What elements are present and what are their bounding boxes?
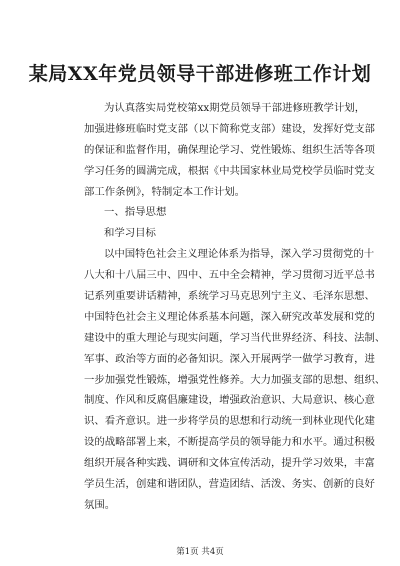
paragraph-line: 识、看齐意识。进一步将学员的思想和行动统一到林业现代化建	[84, 415, 375, 428]
document-body	[84, 98, 386, 516]
paragraph-line: 设的战略部署上来，不断提高学员的领导能力和水平。通过积极	[84, 436, 375, 449]
paragraph-line: 的保证和监督作用，确保理论学习、党性锻炼、组织生活等各项	[84, 143, 375, 156]
paragraph-line: 八大和十八届三中、四中、五中全会精神，学习贯彻习近平总书	[84, 269, 375, 282]
section-heading: 和学习目标	[104, 227, 156, 240]
paragraph-line: 中国特色社会主义理论体系基本问题，深入研究改革发展和党的	[84, 310, 375, 323]
paragraph-line: 为认真落实局党校第xx期党员领导干部进修班教学计划，	[104, 102, 366, 114]
paragraph-line: 记系列重要讲话精神，系统学习马克思列宁主义、毛泽东思想、	[84, 290, 375, 303]
page-footer: 第1页 共4页	[176, 547, 224, 557]
section-heading: 一、指导思想	[104, 206, 167, 219]
paragraph-line: 部工作条例》，特制定本工作计划。	[84, 185, 246, 198]
paragraph-line: 军事、政治等方面的必备知识。深入开展两学一做学习教育，进	[84, 352, 375, 365]
paragraph-line: 建设中的重大理论与现实问题，学习当代世界经济、科技、法制、	[84, 331, 386, 344]
document-title: 某局XX年党员领导干部进修班工作计划	[28, 63, 372, 85]
paragraph-line: 加强进修班临时党支部（以下简称党支部）建设，发挥好党支部	[84, 122, 375, 135]
paragraph-line: 制度、作风和反腐倡廉建设，增强政治意识、大局意识、核心意	[84, 394, 375, 407]
paragraph-line: 氛围。	[84, 498, 116, 511]
paragraph-line: 学习任务的圆满完成，根据《中共国家林业局党校学员临时党支	[84, 164, 375, 177]
paragraph-line: 以中国特色社会主义理论体系为指导，深入学习贯彻党的十	[104, 248, 375, 261]
paragraph-line: 组织开展各种实践、调研和文体宣传活动，提升学习效果，丰富	[84, 457, 375, 470]
paragraph-line: 学员生活，创建和谐团队，营造团结、活泼、务实、创新的良好	[84, 478, 375, 491]
paragraph-line: 一步加强党性锻炼，增强党性修养。大力加强支部的思想、组织、	[84, 373, 386, 386]
